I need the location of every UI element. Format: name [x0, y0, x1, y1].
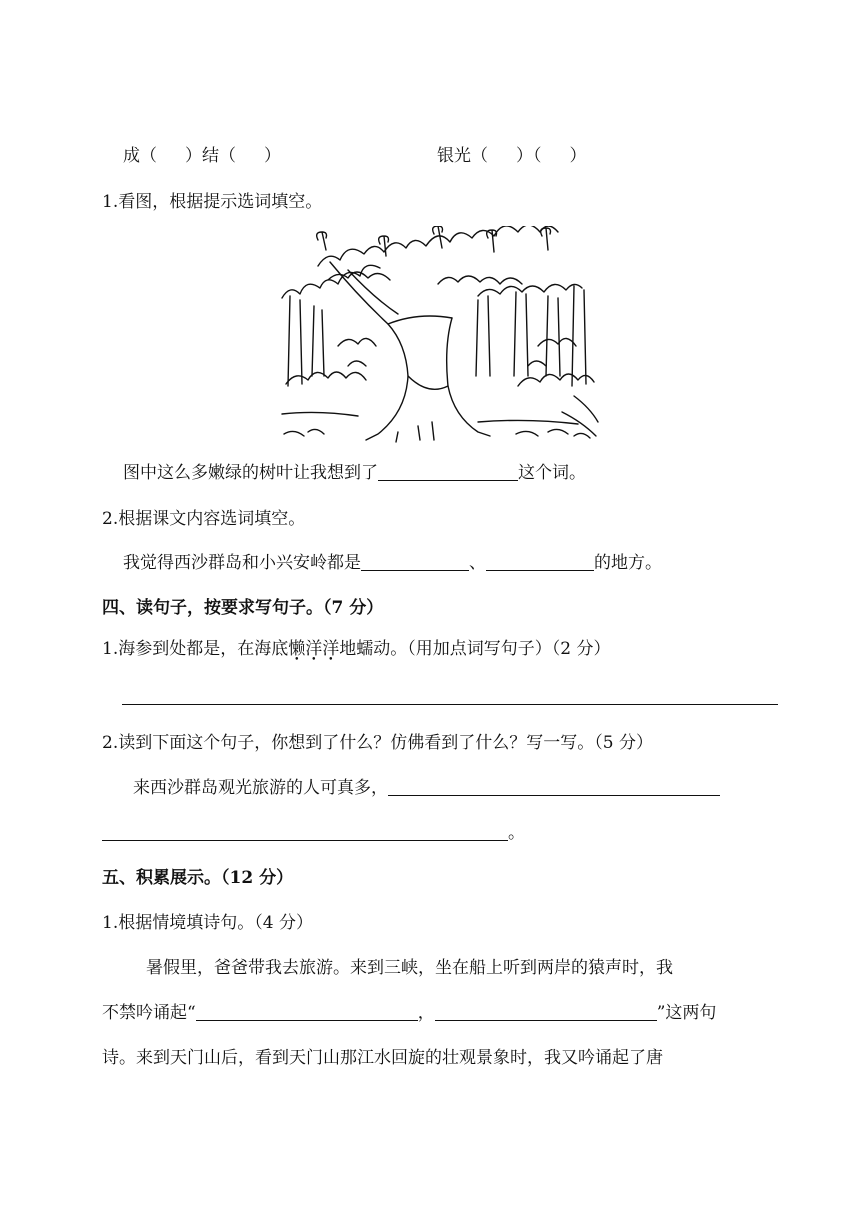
poem-blank[interactable]: [196, 1002, 418, 1021]
answer-line[interactable]: [122, 704, 778, 705]
dotted-char: 洋: [305, 639, 323, 659]
s4-item1: 1.海参到处都是，在海底懒洋洋地蠕动。（用加点词写句子）（2 分）: [102, 639, 611, 659]
answer-blank[interactable]: [378, 462, 518, 481]
answer-blank[interactable]: [486, 552, 594, 571]
s5-para-line2: 不禁吟诵起“ ， ”这两句: [102, 1003, 717, 1023]
forest-trees-illustration: [278, 226, 604, 446]
dotted-char: 懒: [288, 639, 306, 659]
s4-item2-sentence: 来西沙群岛观光旅游的人可真多，: [133, 776, 720, 800]
fill-chars-yinguang: 银光: [437, 146, 471, 166]
q1-title: 1.看图，根据提示选词填空。: [102, 192, 323, 212]
section-4-heading: 四、读句子，按要求写句子。（7 分）: [102, 598, 384, 618]
fill-char-cheng: 成: [123, 146, 140, 166]
s5-item1-title: 1.根据情境填诗句。（4 分）: [102, 913, 313, 933]
q1-sentence: 图中这么多嫩绿的树叶让我想到了 这个词。: [123, 463, 586, 483]
poem-blank[interactable]: [435, 1002, 657, 1021]
section-5-heading: 五、积累展示。（12 分）: [102, 868, 294, 888]
s5-para-line1: 暑假里，爸爸带我去旅游。来到三峡，坐在船上听到两岸的猿声时，我: [146, 958, 673, 978]
s5-para-line3: 诗。来到天门山后，看到天门山那江水回旋的壮观景象时，我又吟诵起了唐: [102, 1048, 663, 1068]
s4-item2-line2: 。: [102, 821, 525, 845]
q2-title: 2.根据课文内容选词填空。: [102, 509, 306, 529]
answer-blank[interactable]: [102, 822, 508, 841]
fill-row-1: 成（ ）结（ ）: [123, 146, 281, 166]
fill-row-2: 银光（ ）（ ）: [437, 146, 587, 166]
answer-blank[interactable]: [361, 552, 469, 571]
answer-blank[interactable]: [388, 777, 720, 796]
dotted-char: 洋: [322, 639, 340, 659]
s4-item2-title: 2.读到下面这个句子，你想到了什么？仿佛看到了什么？写一写。（5 分）: [102, 733, 653, 753]
q2-sentence: 我觉得西沙群岛和小兴安岭都是 、 的地方。: [123, 553, 662, 573]
fill-char-jie: 结: [202, 146, 219, 166]
